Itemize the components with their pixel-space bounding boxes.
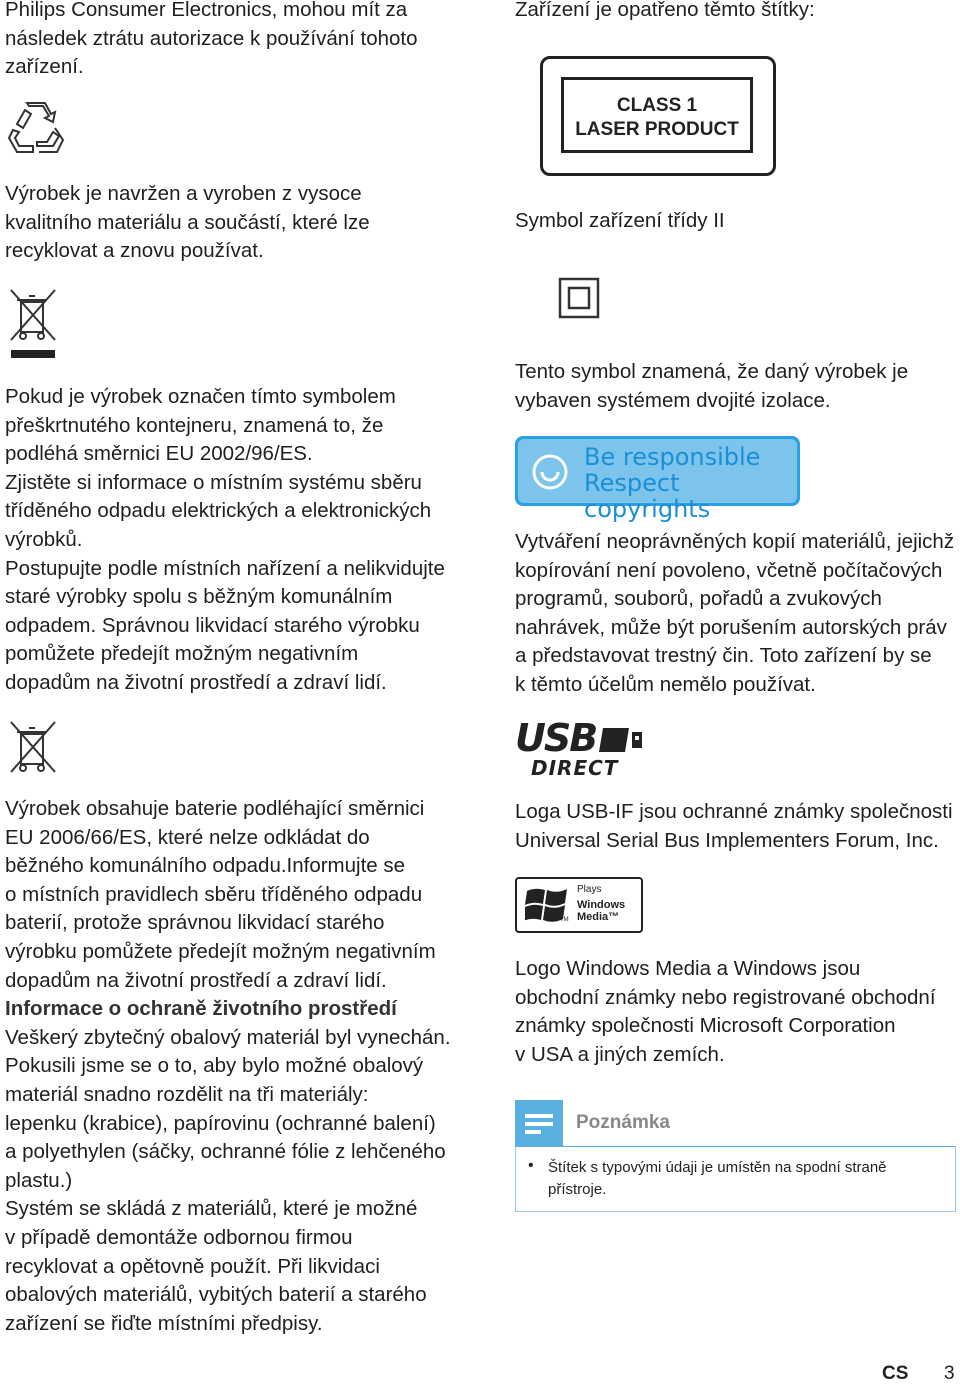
note-item — [548, 1157, 887, 1201]
text-line: Logo Windows Media a Windows jsou — [515, 957, 861, 980]
text-line: programů, souborů, pořadů a zvukových — [515, 587, 882, 611]
paragraph-battery — [5, 795, 451, 1338]
text-line: a polyethylen (sáčky, ochranné fólie z lehčeného — [5, 1140, 446, 1164]
text-line: Štítek s typovými údaji je umístěn na spodní straně — [548, 1159, 887, 1176]
text-line: Philips Consumer Electronics, mohou mít za — [5, 0, 408, 21]
labels-intro: Zařízení je opatřeno těmto štítky: — [515, 0, 815, 21]
wm-title — [577, 899, 625, 923]
text-line: baterií, protože správnou likvidací starého — [5, 911, 385, 935]
text-line: Tento symbol znamená, že daný výrobek je — [515, 360, 909, 383]
text-line: a představovat trestný čin. Toto zařízení by se — [515, 644, 932, 668]
paragraph-copyright — [515, 528, 954, 700]
text-line: recyklovat a opětovně použít. Při likvidaci — [5, 1254, 380, 1278]
laser-class-text: CLASS 1 — [616, 95, 698, 116]
text-line: recyklovat a znovu používat. — [5, 239, 264, 263]
badge-line-1: Be responsible — [584, 443, 761, 471]
text-line: Universal Serial Bus Implementers Forum, Inc. — [515, 828, 939, 852]
text-line: Veškerý zbytečný obalový materiál byl vynechán. — [5, 1025, 451, 1049]
copyright-badge — [515, 436, 800, 523]
text-line: Postupujte podle místních nařízení a nelikvidujte — [5, 556, 445, 580]
usb-direct-logo — [515, 716, 650, 780]
note-icon — [515, 1100, 563, 1146]
note-box — [515, 1100, 956, 1212]
text-line: běžného komunálního odpadu.Informujte se — [5, 854, 406, 878]
text-line: EU 2006/66/ES, které nelze odkládat do — [5, 825, 370, 849]
text-line: obchodní známky nebo registrované obchodní — [515, 985, 936, 1009]
laser-label-inner — [561, 77, 753, 153]
paragraph-recycle — [5, 180, 370, 266]
wm-media-text: Media™ — [577, 911, 620, 923]
text-line: nahrávek, může být porušením autorských práv — [515, 615, 947, 639]
text-line: Pokud je výrobek označen tímto symbolem — [5, 385, 396, 408]
paragraph-weee — [5, 383, 445, 698]
note-body — [515, 1146, 956, 1212]
text-line: následek ztrátu autorizace k používání tohoto — [5, 26, 418, 50]
paragraph-windows-media — [515, 955, 936, 1069]
paragraph-usb — [515, 798, 953, 855]
text-line: kvalitního materiálu a součástí, které lze — [5, 210, 370, 234]
text-line: Výrobek je navržen a vyroben z vysoce — [5, 182, 362, 205]
text-line: o místních pravidlech sběru tříděného odpadu — [5, 882, 423, 906]
badge-line-2: Respect copyrights — [584, 469, 711, 523]
text-line: staré výrobky spolu s běžným komunálním — [5, 585, 393, 609]
text-line: odpadem. Správnou likvidací starého výrobku — [5, 613, 420, 637]
windows-media-logo — [515, 877, 643, 933]
double-insulation-icon — [558, 277, 600, 319]
crossed-bin-icon — [7, 288, 59, 362]
text-line: v případě demontáže odbornou firmou — [5, 1225, 353, 1249]
text-line: výrobku pomůžete předejít možným negativním — [5, 939, 436, 963]
text-line: přeškrtnutého kontejneru, znamená to, že — [5, 413, 384, 437]
text-line: zařízení. — [5, 55, 84, 79]
note-title: Poznámka — [576, 1112, 670, 1133]
laser-product-text: LASER PRODUCT — [575, 119, 739, 140]
text-line: Pokusili jsme se o to, aby bylo možné obalový — [5, 1054, 424, 1078]
text-line: materiál snadno rozdělit na tři materiály: — [5, 1082, 369, 1106]
badge-text — [584, 444, 797, 522]
wm-tm-text: TM — [560, 917, 569, 923]
text-line: v USA a jiných zemích. — [515, 1042, 725, 1066]
text-line: známky společnosti Microsoft Corporation — [515, 1014, 896, 1038]
wm-plays-text: Plays — [577, 884, 602, 895]
text-line: Výrobek obsahuje baterie podléhající směrnici — [5, 797, 425, 820]
text-line: zařízení se řiďte místními předpisy. — [5, 1311, 323, 1335]
usb-direct-text: DIRECT — [531, 756, 619, 780]
text-line: obalových materiálů, vybitých baterií a starého — [5, 1283, 427, 1307]
text-line: podléhá směrnici EU 2002/96/ES. — [5, 442, 313, 466]
copyright-badge-inner — [518, 439, 797, 523]
text-line: Loga USB-IF jsou ochranné známky společnosti — [515, 800, 953, 823]
class2-title: Symbol zařízení třídy II — [515, 209, 725, 232]
text-line: Zjistěte si informace o místním systému sběru — [5, 470, 422, 494]
text-line: tříděného odpadu elektrických a elektronických — [5, 499, 432, 523]
text-line: kopírování není povoleno, včetně počítačových — [515, 558, 943, 582]
text-line: dopadům na životní prostředí a zdraví lidí. — [5, 968, 387, 992]
environment-heading: Informace o ochraně životního prostředí — [5, 997, 397, 1021]
paragraph-authorization — [5, 0, 418, 82]
text-line: lepenku (krabice), papírovinu (ochranné balení) — [5, 1111, 436, 1135]
paragraph-class2 — [515, 358, 908, 415]
text-line: přístroje. — [548, 1181, 607, 1198]
text-line: k těmto účelům nemělo používat. — [515, 672, 816, 696]
crossed-bin-icon — [7, 720, 59, 776]
text-line: Systém se skládá z materiálů, které je možné — [5, 1197, 418, 1221]
text-line: dopadům na životní prostředí a zdraví lidí. — [5, 670, 387, 694]
text-line: vybaven systémem dvojité izolace. — [515, 388, 831, 412]
text-line: Vytváření neoprávněných kopií materiálů, jejichž — [515, 530, 955, 553]
text-line: plastu.) — [5, 1168, 73, 1192]
text-line: výrobků. — [5, 527, 83, 551]
power-circle-icon — [532, 454, 568, 490]
language-code: CS — [882, 1363, 909, 1384]
laser-label — [540, 56, 776, 176]
bullet-dot: • — [528, 1157, 534, 1174]
text-line: pomůžete předejít možným negativním — [5, 642, 359, 666]
wm-windows-text: Windows — [577, 899, 626, 911]
usb-logo-text: USB — [515, 716, 597, 760]
recycle-icon — [7, 100, 65, 156]
page-number: 3 — [944, 1363, 955, 1384]
